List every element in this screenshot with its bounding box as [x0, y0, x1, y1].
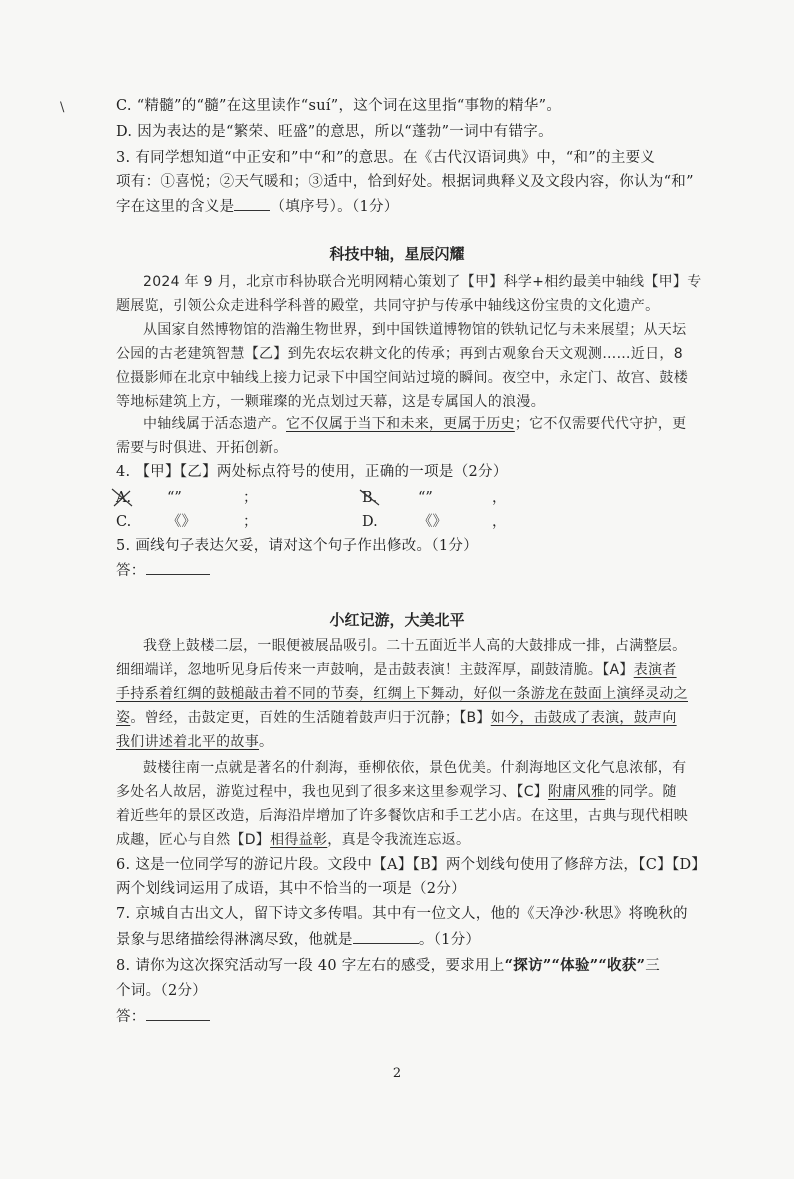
tech-p3-line1 [143, 414, 723, 434]
tour-p1-line3 [116, 684, 696, 704]
tech-p2-line4: 等地标建筑上方，一颗璀璨的光点划过天幕，这是专属国人的浪漫。 [116, 394, 545, 410]
tour-p2-line2-lead: 多处名人故居，游览过程中，我也见到了很多来这里参观学习、【C】 [116, 784, 549, 800]
tour-p1-line1: 我登上鼓楼二层，一眼便被展品吸引。二十五面近半人高的大鼓排成一排，占满整层。 [143, 638, 687, 654]
q7-line1: 7. 京城自古出文人，留下诗文多传唱。其中有一位文人，他的《天净沙·秋思》将晚秋的 [116, 906, 688, 922]
q8-keyword-2: “体验” [551, 957, 599, 974]
q4-option-c-jia: 《》 [167, 514, 196, 530]
q4-option-c-label[interactable]: C. [116, 514, 132, 530]
q2-option-c: C. “精髓”的“髓”在这里读作“suí”，这个词在这里指“事物的精华”。 [116, 98, 562, 114]
tour-p1-line2 [116, 660, 696, 680]
underline-a-end: 姿 [116, 710, 131, 726]
q4-option-d-yi: ， [492, 514, 507, 530]
tech-p2-line2: 公园的古老建筑智慧【乙】到先农坛农耕文化的传承；再到古观象台天文观测……近日，8 [116, 346, 683, 362]
underline-a-start: 表演者 [633, 662, 677, 678]
q3-line1: 3. 有同学想知道“中正安和”中“和”的意思。在《古代汉语词典》中，“和”的主要义 [116, 150, 656, 166]
q8-keyword-1: “探访” [504, 957, 552, 974]
tour-p1-line2-lead: 细细端详，忽地听见身后传来一声鼓响，是击鼓表演！主鼓浑厚，副鼓清脆。【A】 [116, 662, 634, 678]
tour-p1-line4-mid: 。曾经，击鼓定更，百姓的生活随着鼓声归于沉静；【B】 [130, 710, 491, 726]
q3-line3-suffix: （填序号）。（1分） [270, 199, 399, 215]
q5-answer-label: 答： [116, 563, 146, 579]
tech-p2-line3: 位摄影师在北京中轴线上接力记录下中国空间站过境的瞬间。夜空中，永定门、故宫、鼓楼 [116, 370, 688, 386]
q3-line3-prefix: 字在这里的含义是 [116, 199, 235, 215]
q3-answer-blank[interactable] [234, 196, 270, 211]
q3-line3 [116, 196, 696, 217]
q4-stem: 4. 【甲】【乙】两处标点符号的使用，正确的一项是（2分） [116, 464, 508, 480]
tour-p1-line5-tail: 。 [259, 734, 274, 750]
section-title-tech: 科技中轴，星辰闪耀 [329, 245, 465, 263]
tour-p2-line4-lead: 成趣，匠心与自然【D】 [116, 832, 271, 848]
q4-option-b-jia: “” [418, 490, 433, 506]
q2-option-d: D. 因为表达的是“繁荣、旺盛”的意思，所以“蓬勃”一词中有错字。 [116, 124, 553, 140]
q8-answer-line [116, 1006, 696, 1027]
tech-p2-line1: 从国家自然博物馆的浩瀚生物世界，到中国铁道博物馆的铁轨记忆与未来展望；从天坛 [143, 322, 687, 338]
q8-line1-lead: 8. 请你为这次探究活动写一段 40 字左右的感受，要求用上 [116, 958, 505, 974]
tour-p2-line4-tail: ，真是令我流连忘返。 [327, 832, 471, 848]
q6-line1: 6. 这是一位同学写的游记片段。文段中【A】【B】两个划线句使用了修辞方法，【C】【D】 [116, 857, 707, 873]
q7-answer-blank[interactable] [353, 929, 419, 944]
stray-mark: \ [60, 100, 65, 115]
q8-line1 [116, 956, 696, 976]
q4-option-d-label[interactable]: D. [362, 514, 378, 530]
q4-option-b-yi: ， [492, 490, 507, 506]
tech-p3-lead: 中轴线属于活态遗产。 [143, 416, 286, 432]
page-number: 2 [392, 1066, 402, 1081]
strike-mark-a [110, 486, 136, 510]
q7-line2 [116, 929, 696, 950]
q4-option-c-yi: ； [243, 514, 258, 530]
q3-line2: 项有：①喜悦；②天气暖和；③适中，恰到好处。根据词典释义及文段内容，你认为“和” [116, 174, 694, 190]
q6-line2: 两个划线词运用了成语，其中不恰当的一项是（2分） [116, 881, 466, 897]
tech-p1-line2: 题展览，引领公众走进科学科普的殿堂，共同守护与传承中轴线这份宝贵的文化遗产。 [116, 298, 660, 314]
q8-keyword-3: “收获” [598, 957, 646, 974]
underline-d: 相得益彰 [270, 832, 328, 848]
q8-line1-tail: 三 [645, 958, 661, 974]
underline-b-end: 我们讲述着北平的故事 [116, 734, 259, 750]
tech-p3-tail: ；它不仅需要代代守护，更 [514, 416, 687, 432]
q4-option-a-label[interactable]: A. [116, 490, 132, 506]
q8-line2: 个词。（2分） [116, 983, 208, 999]
q5-answer-blank[interactable] [146, 560, 210, 575]
q7-line2-lead: 景象与思绪描绘得淋漓尽致，他就是 [116, 932, 353, 948]
tech-p1-line1: 2024 年 9 月，北京市科协联合光明网精心策划了【甲】科学+相约最美中轴线【甲】专 [143, 274, 702, 290]
strike-mark-b [357, 486, 383, 510]
q4-option-d-jia: 《》 [418, 514, 447, 530]
q7-line2-tail: 。（1分） [418, 932, 481, 948]
tour-p2-line4 [116, 830, 696, 850]
tour-p2-line2-tail: 的同学。随 [605, 784, 677, 800]
underline-b-start: 如今，击鼓成了表演，鼓声向 [490, 710, 677, 726]
q8-answer-label: 答： [116, 1009, 146, 1025]
tour-p2-line3: 着近些年的景区改造，后海沿岸增加了许多餐饮店和手工艺小店。在这里，古典与现代相映 [116, 808, 688, 824]
section-title-tour: 小红记游，大美北平 [329, 611, 465, 629]
tech-p3-line2: 需要与时俱进、开拓创新。 [116, 440, 288, 456]
tour-p1-line5 [116, 732, 696, 752]
q8-answer-blank[interactable] [146, 1006, 210, 1021]
q4-option-a-jia: “” [167, 490, 182, 506]
q5-answer-line [116, 560, 696, 581]
underline-c: 附庸风雅 [548, 784, 606, 800]
tour-p1-line4 [116, 708, 696, 728]
underlined-sentence: 它不仅属于当下和未来，更属于历史 [286, 416, 515, 432]
q5-stem: 5. 画线句子表达欠妥，请对这个句子作出修改。（1分） [116, 538, 479, 554]
tour-p2-line2 [116, 782, 696, 802]
q4-option-a-yi: ； [243, 490, 258, 506]
q4-option-b-label[interactable]: B. [362, 490, 378, 506]
underline-a-middle: 手持系着红绸的鼓槌敲击着不同的节奏，红绸上下舞动，好似一条游龙在鼓面上演绎灵动之 [116, 686, 688, 702]
tour-p2-line1: 鼓楼往南一点就是著名的什刹海，垂柳依依，景色优美。什刹海地区文化气息浓郁，有 [143, 760, 687, 776]
